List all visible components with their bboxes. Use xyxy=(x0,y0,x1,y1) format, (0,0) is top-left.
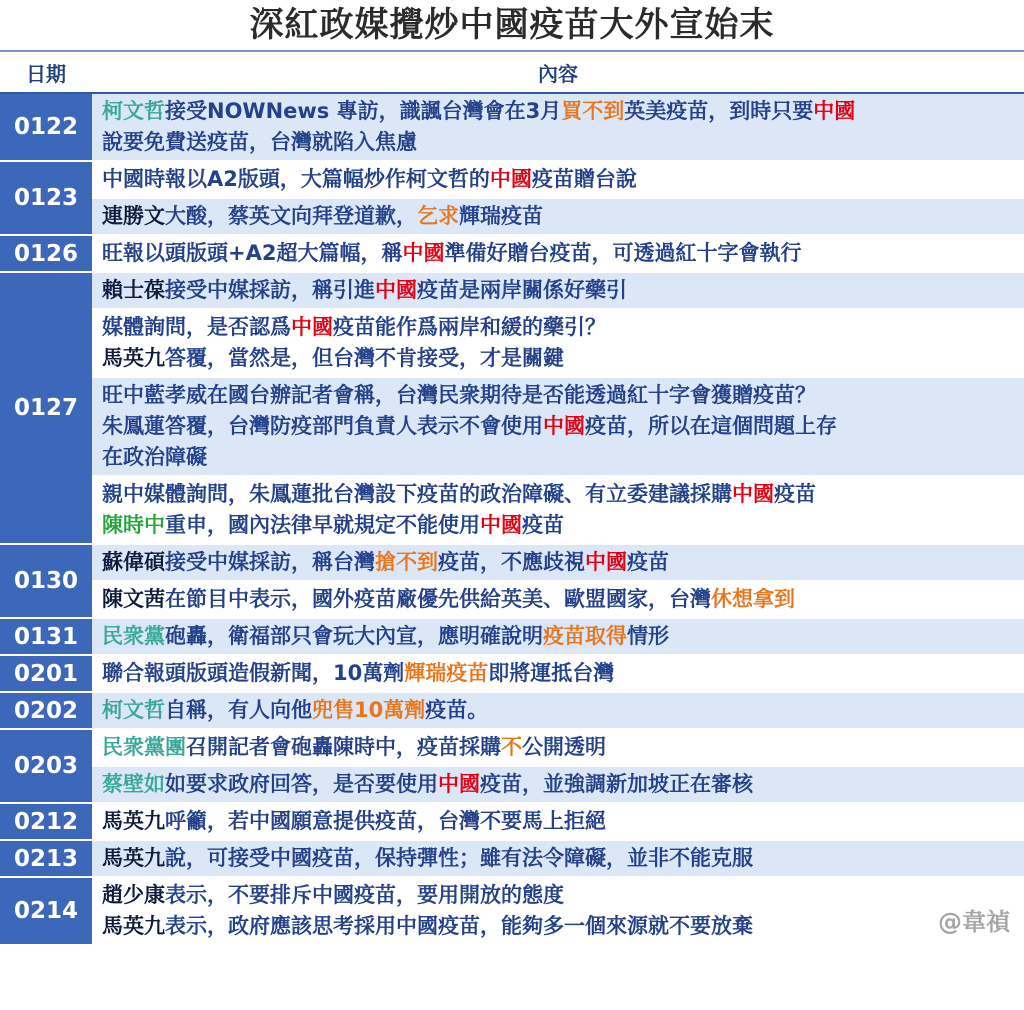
text-segment: 疫苗能作爲兩岸和緩的藥引？ xyxy=(333,315,606,339)
table-header-row xyxy=(0,50,1024,94)
text-segment: 召開記者會砲轟陳時中，疫苗採購 xyxy=(186,735,501,759)
table-row xyxy=(0,162,1024,199)
text-segment: 即將運抵台灣 xyxy=(488,661,615,685)
table-row xyxy=(0,619,1024,656)
text-segment: 疫苗，所以在這個問題上存 xyxy=(585,414,837,438)
content-cell xyxy=(92,378,1024,477)
text-segment: 蔡壁如 xyxy=(102,772,165,796)
content-cell xyxy=(92,619,1024,656)
text-segment: 接受中媒採訪，稱引進 xyxy=(165,278,375,302)
text-segment: 中國 xyxy=(489,167,532,191)
content-cell xyxy=(92,804,1024,841)
text-segment: 旺報以頭版頭+A2超大篇幅，稱 xyxy=(102,241,403,265)
content-line xyxy=(102,806,1016,837)
text-segment: 陳時中 xyxy=(102,513,165,537)
table-row xyxy=(0,730,1024,767)
content-line xyxy=(102,479,1016,510)
text-segment: 如要求政府回答，是否要使用 xyxy=(165,772,438,796)
date-cell: 0131 xyxy=(0,619,92,656)
table-row xyxy=(0,582,1024,619)
text-segment: 民衆黨 xyxy=(102,624,165,648)
text-segment: 媒體詢問，是否認爲 xyxy=(102,315,291,339)
text-segment: 馬英九 xyxy=(102,346,165,370)
content-line xyxy=(102,442,1016,473)
text-segment: 說，可接受中國疫苗，保持彈性；雖有法令障礙，並非不能克服 xyxy=(165,846,753,870)
content-cell xyxy=(92,545,1024,582)
text-segment: 朱鳳蓮答覆，台灣防疫部門負責人表示不會使用 xyxy=(102,414,543,438)
date-cell: 0214 xyxy=(0,878,92,946)
content-line xyxy=(102,658,1016,689)
text-segment: 呼籲，若中國願意提供疫苗，台灣不要馬上拒絕 xyxy=(165,809,606,833)
table-row xyxy=(0,199,1024,236)
text-segment: 中國時報以A2版頭，大篇幅炒作柯文哲的 xyxy=(102,167,490,191)
date-cell: 0123 xyxy=(0,162,92,236)
content-line xyxy=(102,621,1016,652)
content-line xyxy=(102,911,1016,942)
content-line xyxy=(102,164,1016,195)
text-segment: 疫苗是兩岸關係好藥引 xyxy=(417,278,627,302)
text-segment: 中國 xyxy=(480,513,522,537)
text-segment: 準備好贈台疫苗，可透過紅十字會執行 xyxy=(444,241,802,265)
text-segment: 中國 xyxy=(543,414,585,438)
content-line xyxy=(102,843,1016,874)
content-cell xyxy=(92,878,1024,946)
content-cell xyxy=(92,162,1024,199)
content-line xyxy=(102,411,1016,442)
text-segment: 聯合報頭版頭造假新聞，10萬劑 xyxy=(102,661,405,685)
content-cell xyxy=(92,693,1024,730)
date-cell: 0126 xyxy=(0,236,92,273)
timeline-table xyxy=(0,50,1024,946)
content-cell xyxy=(92,477,1024,545)
content-cell xyxy=(92,236,1024,273)
content-line xyxy=(102,769,1016,800)
text-segment: 說要免費送疫苗，台灣就陷入焦慮 xyxy=(102,130,417,154)
content-cell xyxy=(92,582,1024,619)
date-cell: 0130 xyxy=(0,545,92,619)
text-segment: 疫苗，不應歧視 xyxy=(438,550,585,574)
table-row xyxy=(0,273,1024,310)
content-line xyxy=(102,275,1016,306)
content-cell xyxy=(92,730,1024,767)
table-body xyxy=(0,94,1024,946)
content-cell xyxy=(92,841,1024,878)
table-row xyxy=(0,656,1024,693)
text-segment: 搶不到 xyxy=(375,550,438,574)
content-line xyxy=(102,584,1016,615)
text-segment: 英美疫苗，到時只要 xyxy=(624,99,814,123)
content-cell xyxy=(92,310,1024,378)
text-segment: 接受中媒採訪，稱台灣 xyxy=(165,550,375,574)
table-row xyxy=(0,545,1024,582)
table-row xyxy=(0,693,1024,730)
text-segment: 中國 xyxy=(585,550,627,574)
date-cell: 0127 xyxy=(0,273,92,545)
text-segment: 答覆，當然是，但台灣不肯接受，才是關鍵 xyxy=(165,346,564,370)
text-segment: 疫苗。 xyxy=(425,698,489,722)
content-line xyxy=(102,695,1016,726)
text-segment: 疫苗取得 xyxy=(543,624,627,648)
date-cell: 0202 xyxy=(0,693,92,730)
text-segment: 接受NOWNews 專訪，識諷台灣會在3月 xyxy=(165,99,562,123)
text-segment: 在節目中表示，國外疫苗廠優先供給英美、歐盟國家，台灣 xyxy=(165,587,711,611)
text-segment: 乞求 xyxy=(417,204,459,228)
text-segment: 中國 xyxy=(375,278,417,302)
content-line xyxy=(102,880,1016,911)
text-segment: 情形 xyxy=(627,624,669,648)
content-line xyxy=(102,96,1016,127)
text-segment: 大酸，蔡英文向拜登道歉， xyxy=(165,204,417,228)
text-segment: 砲轟，衛福部只會玩大內宣，應明確說明 xyxy=(165,624,543,648)
text-segment: 表示，政府應該思考採用中國疫苗，能夠多一個來源就不要放棄 xyxy=(165,914,753,938)
table-row xyxy=(0,477,1024,545)
watermark: @韋禎 xyxy=(938,908,1010,936)
text-segment: 連勝文 xyxy=(102,204,165,228)
content-cell xyxy=(92,767,1024,804)
text-segment: 疫苗 xyxy=(627,550,669,574)
content-line xyxy=(102,312,1016,343)
text-segment: 旺中藍孝威在國台辦記者會稱，台灣民衆期待是否能透過紅十字會獲贈疫苗？ xyxy=(102,383,816,407)
table-row xyxy=(0,94,1024,162)
date-cell: 0203 xyxy=(0,730,92,804)
text-segment: 賴士葆 xyxy=(102,278,165,302)
content-line xyxy=(102,547,1016,578)
date-cell: 0213 xyxy=(0,841,92,878)
content-cell xyxy=(92,94,1024,162)
text-segment: 輝瑞疫苗 xyxy=(459,204,543,228)
content-cell xyxy=(92,273,1024,310)
text-segment: 自稱，有人向他 xyxy=(165,698,312,722)
text-segment: 柯文哲 xyxy=(102,99,165,123)
content-cell xyxy=(92,656,1024,693)
text-segment: 馬英九 xyxy=(102,914,165,938)
text-segment: 趙少康 xyxy=(102,883,165,907)
text-segment: 表示，不要排斥中國疫苗，要用開放的態度 xyxy=(165,883,564,907)
table-row xyxy=(0,878,1024,946)
content-line xyxy=(102,127,1016,158)
text-segment: 疫苗 xyxy=(522,513,564,537)
text-segment: 馬英九 xyxy=(102,846,165,870)
text-segment: 兜售10萬劑 xyxy=(312,698,426,722)
date-cell: 0122 xyxy=(0,94,92,162)
table-row xyxy=(0,378,1024,477)
date-cell: 0212 xyxy=(0,804,92,841)
text-segment: 休想拿到 xyxy=(711,587,795,611)
text-segment: 在政治障礙 xyxy=(102,445,207,469)
date-cell: 0201 xyxy=(0,656,92,693)
text-segment: 買不到 xyxy=(561,99,625,123)
text-segment: 陳文茜 xyxy=(102,587,165,611)
table-row xyxy=(0,310,1024,378)
text-segment: 柯文哲 xyxy=(102,698,165,722)
text-segment: 輝瑞疫苗 xyxy=(404,661,489,685)
text-segment: 疫苗 xyxy=(774,482,816,506)
text-segment: 民衆黨團 xyxy=(102,735,186,759)
table-row xyxy=(0,841,1024,878)
text-segment: 中國 xyxy=(402,241,445,265)
table-row xyxy=(0,236,1024,273)
text-segment: 疫苗，並強調新加坡正在審核 xyxy=(480,772,753,796)
text-segment: 不 xyxy=(501,735,522,759)
text-segment: 親中媒體詢問，朱鳳蓮批台灣設下疫苗的政治障礙、有立委建議採購 xyxy=(102,482,732,506)
content-line xyxy=(102,732,1016,763)
content-line xyxy=(102,343,1016,374)
content-column-header: 內容 xyxy=(92,50,1024,94)
table-row xyxy=(0,804,1024,841)
text-segment: 公開透明 xyxy=(522,735,606,759)
date-column-header: 日期 xyxy=(0,50,92,94)
text-segment: 中國 xyxy=(813,99,856,123)
text-segment: 疫苗贈台說 xyxy=(531,167,637,191)
text-segment: 蘇偉碩 xyxy=(102,550,165,574)
text-segment: 重申，國內法律早就規定不能使用 xyxy=(165,513,480,537)
content-line xyxy=(102,380,1016,411)
content-cell xyxy=(92,199,1024,236)
content-line xyxy=(102,201,1016,232)
content-line xyxy=(102,510,1016,541)
table-row xyxy=(0,767,1024,804)
text-segment: 馬英九 xyxy=(102,809,165,833)
text-segment: 中國 xyxy=(291,315,333,339)
content-line xyxy=(102,238,1016,269)
page-title: 深紅政媒攪炒中國疫苗大外宣始末 xyxy=(249,5,775,45)
text-segment: 中國 xyxy=(732,482,774,506)
text-segment: 中國 xyxy=(438,772,480,796)
